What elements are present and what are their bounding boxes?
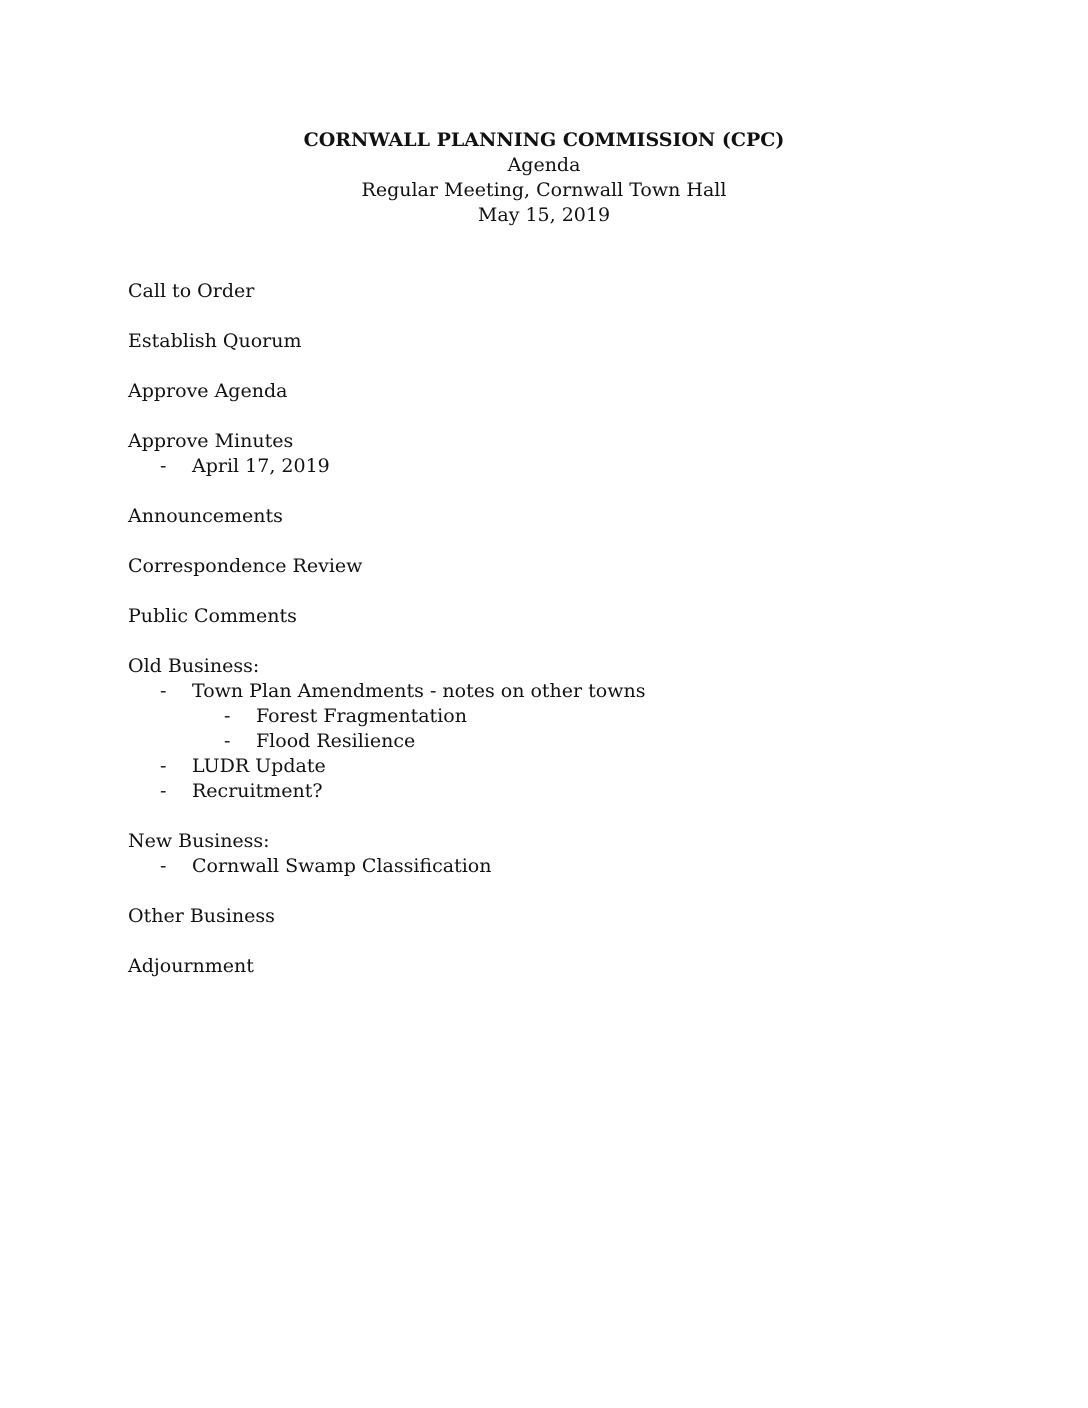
document-header [0, 128, 1088, 228]
sub-item-label: LUDR Update [192, 755, 326, 777]
bullet-dash: - [160, 755, 167, 777]
sub-item-label: Town Plan Amendments - notes on other towns [192, 680, 646, 702]
agenda-item-label: Old Business: [128, 655, 260, 677]
bullet-dash: - [160, 780, 167, 802]
agenda-item-approve-minutes [128, 429, 928, 479]
bullet-dash: - [224, 705, 231, 727]
agenda-item-call-to-order: Call to Order [128, 280, 255, 302]
document-subtitle: Agenda [507, 154, 581, 176]
sub-item-label: April 17, 2019 [192, 455, 330, 477]
agenda-item-other-business: Other Business [128, 905, 275, 927]
sub-sub-item-label: Forest Fragmentation [256, 705, 467, 727]
agenda-item-establish-quorum: Establish Quorum [128, 330, 302, 352]
agenda-item-label: New Business: [128, 830, 270, 852]
agenda-item-old-business [128, 654, 928, 804]
agenda-item-adjournment: Adjournment [128, 955, 254, 977]
bullet-dash: - [160, 855, 167, 877]
sub-item [128, 854, 928, 879]
bullet-dash: - [224, 730, 231, 752]
agenda-item-approve-agenda: Approve Agenda [128, 380, 288, 402]
sub-sub-item [128, 729, 928, 754]
sub-item [128, 754, 928, 779]
agenda-list [128, 279, 928, 1004]
bullet-dash: - [160, 680, 167, 702]
sub-item-label: Cornwall Swamp Classification [192, 855, 492, 877]
sub-item [128, 779, 928, 804]
meeting-location: Regular Meeting, Cornwall Town Hall [361, 179, 727, 201]
meeting-date: May 15, 2019 [477, 204, 611, 226]
sub-sub-item-label: Flood Resilience [256, 730, 416, 752]
sub-item-label: Recruitment? [192, 780, 323, 802]
agenda-item-correspondence-review: Correspondence Review [128, 555, 363, 577]
agenda-item-new-business [128, 829, 928, 879]
agenda-item-announcements: Announcements [128, 505, 283, 527]
sub-item [128, 454, 928, 479]
bullet-dash: - [160, 455, 167, 477]
agenda-item-label: Approve Minutes [128, 430, 294, 452]
agenda-item-public-comments: Public Comments [128, 605, 297, 627]
document-title: CORNWALL PLANNING COMMISSION (CPC) [303, 129, 785, 151]
sub-sub-item [128, 704, 928, 729]
sub-item [128, 679, 928, 704]
